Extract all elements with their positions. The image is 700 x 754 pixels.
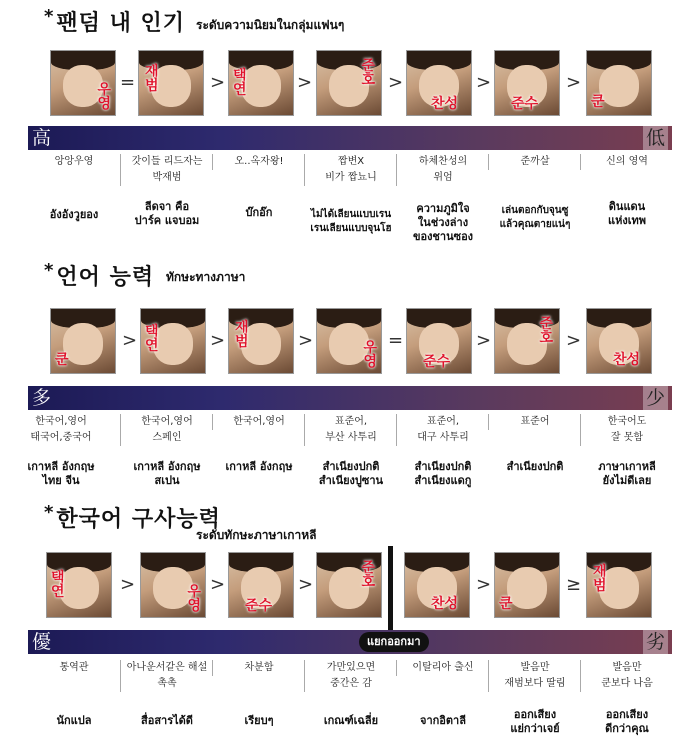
korean-note: 한국어도 잘 못함 bbox=[607, 416, 647, 443]
description-column bbox=[396, 414, 489, 487]
description-column bbox=[488, 414, 581, 473]
description-column bbox=[580, 414, 673, 487]
korean-note: 한국어,영어 스페인 bbox=[141, 416, 193, 443]
thai-translation: อังอังวูยอง bbox=[49, 208, 99, 221]
bar-superior-label: 優 bbox=[32, 631, 52, 653]
member-photo-junsu bbox=[228, 552, 294, 618]
ranking-bar bbox=[28, 630, 672, 654]
description-column bbox=[304, 154, 397, 234]
equal-sign: = bbox=[120, 72, 136, 93]
description-column bbox=[120, 660, 213, 727]
korean-note: 통역관 bbox=[59, 662, 89, 673]
bar-many-label: 多 bbox=[32, 387, 52, 409]
thai-translation: ความภูมิใจ ในช่วงล่าง ของชานซอง bbox=[412, 202, 474, 243]
korean-note: 한국어,영어 bbox=[233, 416, 285, 427]
member-photo-wooyoung bbox=[140, 552, 206, 618]
member-name-tag: 준 호 bbox=[361, 58, 375, 88]
bar-low-label: 低 bbox=[643, 126, 668, 150]
member-name-tag: 준 호 bbox=[361, 560, 375, 590]
member-name-tag: 찬성 bbox=[431, 96, 459, 112]
description-column bbox=[120, 154, 213, 227]
description-columns bbox=[28, 414, 672, 504]
member-photo-junho bbox=[494, 308, 560, 374]
section-title-text: 팬덤 내 인기 bbox=[56, 11, 186, 36]
member-name-tag: 우 영 bbox=[363, 340, 377, 370]
member-name-tag: 우 영 bbox=[187, 584, 201, 614]
ranking-bar bbox=[28, 386, 672, 410]
korean-note: 짭변X 비가 짭뇨니 bbox=[325, 156, 377, 183]
greater-than-sign: > bbox=[566, 72, 582, 93]
member-photo-junsu bbox=[494, 50, 560, 116]
description-columns bbox=[28, 660, 672, 754]
greater-than-sign: > bbox=[476, 574, 492, 595]
korean-note: 아나운서같은 해설 촉촉 bbox=[126, 662, 208, 689]
member-photo-wooyoung bbox=[50, 50, 116, 116]
greater-than-sign: > bbox=[476, 330, 492, 351]
bar-high-label: 高 bbox=[32, 127, 52, 149]
member-photo-chansung bbox=[404, 552, 470, 618]
member-name-tag: 쿤 bbox=[499, 596, 513, 612]
description-column bbox=[212, 660, 305, 727]
member-name-tag: 쿤 bbox=[591, 94, 605, 110]
description-column bbox=[396, 154, 489, 243]
member-name-tag: 준 호 bbox=[539, 316, 553, 346]
thai-translation: เกณฑ์เฉลี่ย bbox=[323, 714, 379, 727]
greater-than-sign: > bbox=[297, 72, 313, 93]
bar-inferior-label: 劣 bbox=[643, 630, 668, 654]
member-name-tag: 준수 bbox=[245, 598, 273, 614]
thai-translation: เล่นตอกกับจุนซู แล้วคุณตายแน่ๆ bbox=[499, 205, 571, 230]
korean-note: 신의 영역 bbox=[606, 156, 648, 167]
member-photo-taecyeon bbox=[46, 552, 112, 618]
description-columns bbox=[28, 154, 672, 244]
member-photo-junho bbox=[316, 50, 382, 116]
split-label: แยกออกมา bbox=[359, 632, 429, 652]
korean-note: 발음만 쿤보다 나음 bbox=[601, 662, 653, 689]
korean-note: 오..옥자왕! bbox=[234, 156, 284, 167]
thai-translation: บ๊กอ๊ก bbox=[245, 206, 273, 219]
korean-note: 한국어,영어 태국어,중국어 bbox=[30, 416, 92, 443]
description-column bbox=[488, 660, 581, 735]
member-name-tag: 택 연 bbox=[145, 324, 159, 354]
member-photo-taecyeon bbox=[228, 50, 294, 116]
member-name-tag: 찬성 bbox=[613, 352, 641, 368]
thai-translation: สื่อสารได้ดี bbox=[141, 714, 193, 727]
korean-note: 표준어, 부산 사투리 bbox=[325, 416, 377, 443]
korean-note: 차분함 bbox=[244, 662, 274, 673]
thai-translation: ออกเสียง ดีกว่าคุณ bbox=[605, 708, 649, 735]
thai-translation: ออกเสียง แย่กว่าเจย์ bbox=[510, 708, 560, 735]
description-column bbox=[580, 660, 673, 735]
description-column bbox=[4, 414, 118, 487]
thai-translation: ลีดจา คือ ปาร์ค แจบอม bbox=[134, 200, 200, 227]
section-title bbox=[44, 502, 221, 533]
greater-than-sign: > bbox=[120, 574, 136, 595]
thai-translation: ภาษาเกาหลี ยังไม่ดีเลย bbox=[598, 460, 656, 487]
thai-translation: ดินแดน แห่งเทพ bbox=[608, 200, 646, 227]
description-column bbox=[488, 154, 581, 230]
description-column bbox=[28, 660, 120, 727]
greater-than-sign: > bbox=[298, 574, 314, 595]
section-title-text: 언어 능력 bbox=[56, 265, 155, 290]
member-name-tag: 준수 bbox=[511, 96, 539, 112]
member-name-tag: 재 범 bbox=[593, 564, 607, 594]
member-photo-jaebeom bbox=[586, 552, 652, 618]
member-photo-nichkhun bbox=[586, 50, 652, 116]
description-column bbox=[304, 660, 397, 727]
korean-note: 준까살 bbox=[520, 156, 550, 167]
greater-than-sign: > bbox=[566, 330, 582, 351]
description-column bbox=[396, 660, 489, 727]
korean-note: 표준어, 대구 사투리 bbox=[417, 416, 469, 443]
asterisk-icon: * bbox=[44, 260, 55, 281]
member-photo-taecyeon bbox=[140, 308, 206, 374]
asterisk-icon: * bbox=[44, 6, 55, 27]
thai-translation: เกาหลี อังกฤษ ไทย จีน bbox=[27, 460, 95, 487]
member-name-tag: 쿤 bbox=[55, 352, 69, 368]
member-name-tag: 우 영 bbox=[97, 82, 111, 112]
thai-translation: ไม่ได้เลียนแบบเรน เรนเลียนแบบจุนโฮ bbox=[310, 209, 392, 234]
member-name-tag: 준수 bbox=[423, 354, 451, 370]
member-photo-nichkhun bbox=[50, 308, 116, 374]
member-photo-chansung bbox=[406, 50, 472, 116]
member-photo-wooyoung bbox=[316, 308, 382, 374]
member-photo-jaebeom bbox=[228, 308, 294, 374]
member-photo-junsu bbox=[406, 308, 472, 374]
description-column bbox=[212, 414, 305, 473]
greater-than-sign: > bbox=[388, 72, 404, 93]
description-column bbox=[120, 414, 213, 487]
description-column bbox=[28, 154, 120, 221]
thai-translation: สำเนียงปกติ สำเนียงแดกู bbox=[414, 460, 472, 487]
thai-translation: สำเนียงปกติ สำเนียงปูซาน bbox=[318, 460, 384, 487]
section-subtitle: ทักษะทางภาษา bbox=[166, 270, 246, 284]
thai-translation: เรียบๆ bbox=[244, 714, 274, 727]
korean-note: 표준어 bbox=[520, 416, 550, 427]
thai-translation: สำเนียงปกติ bbox=[506, 460, 564, 473]
section-subtitle: ระดับความนิยมในกลุ่มแฟนๆ bbox=[196, 18, 345, 32]
korean-note: 이탈리아 출신 bbox=[412, 662, 474, 673]
korean-note: 발음만 재범보다 딸림 bbox=[504, 662, 566, 689]
section-title bbox=[44, 6, 185, 37]
section-fandom-popularity bbox=[0, 0, 700, 250]
greater-than-sign: > bbox=[298, 330, 314, 351]
member-name-tag: 택 연 bbox=[233, 68, 247, 98]
thai-translation: เกาหลี อังกฤษ สเปน bbox=[133, 460, 201, 487]
thai-translation: นักแปล bbox=[56, 714, 92, 727]
description-column bbox=[304, 414, 397, 487]
korean-note: 앙앙우영 bbox=[54, 156, 94, 167]
section-title bbox=[44, 260, 154, 291]
equal-sign: = bbox=[388, 330, 404, 351]
member-photo-jaebeom bbox=[138, 50, 204, 116]
greater-than-sign: > bbox=[122, 330, 138, 351]
member-name-tag: 찬성 bbox=[431, 596, 459, 612]
member-photo-nichkhun bbox=[494, 552, 560, 618]
greater-than-sign: > bbox=[210, 72, 226, 93]
korean-note: 가만있으면 중간은 감 bbox=[326, 662, 376, 689]
thai-translation: จากอิตาลี bbox=[420, 714, 466, 727]
asterisk-icon: * bbox=[44, 502, 55, 523]
section-language-ability bbox=[0, 252, 700, 502]
member-name-tag: 재 범 bbox=[235, 320, 249, 350]
greater-than-sign: > bbox=[476, 72, 492, 93]
member-name-tag: 재 범 bbox=[145, 64, 159, 94]
member-photo-junho bbox=[316, 552, 382, 618]
ranking-bar bbox=[28, 126, 672, 150]
member-name-tag: 택 연 bbox=[51, 570, 65, 600]
section-subtitle: ระดับทักษะภาษาเกาหลี bbox=[196, 528, 317, 542]
korean-note: 갓이들 리드자는 박재범 bbox=[131, 156, 203, 183]
description-column bbox=[580, 154, 673, 227]
member-photo-chansung bbox=[586, 308, 652, 374]
bar-few-label: 少 bbox=[643, 386, 668, 410]
greater-or-equal-sign: ≥ bbox=[566, 574, 582, 595]
thai-translation: เกาหลี อังกฤษ bbox=[225, 460, 293, 473]
greater-than-sign: > bbox=[210, 574, 226, 595]
greater-than-sign: > bbox=[210, 330, 226, 351]
section-title-text: 한국어 구사능력 bbox=[56, 507, 221, 532]
description-column bbox=[212, 154, 305, 219]
korean-note: 하체찬성의 위엄 bbox=[418, 156, 468, 183]
